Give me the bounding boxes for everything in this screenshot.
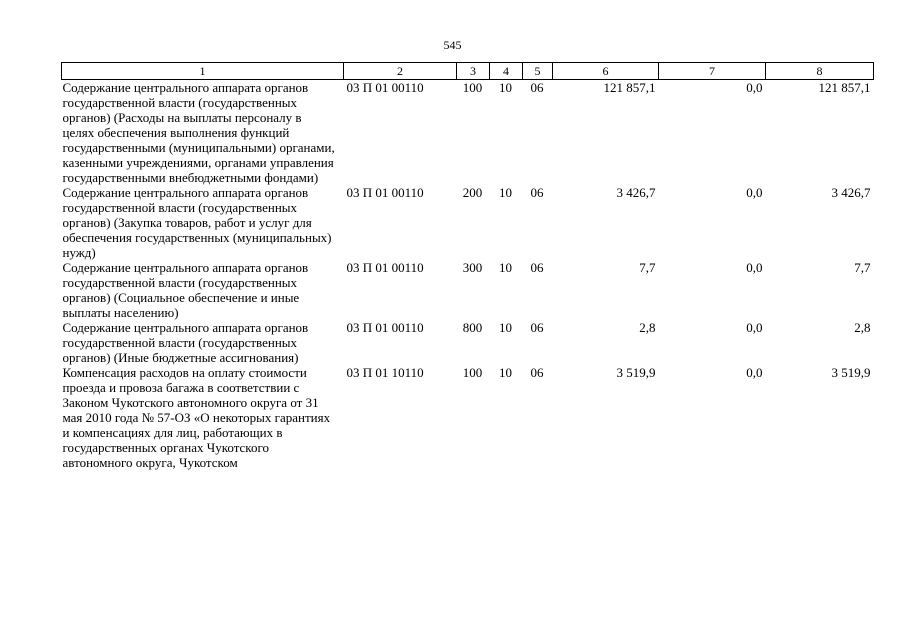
column-header: 4 [490,63,523,80]
target-article-code: 03 П 01 00110 [346,185,424,200]
amount-col8: 2,8 [854,320,871,335]
header-row [62,63,874,80]
subsection-code: 06 [530,185,544,200]
section-code: 10 [499,185,512,200]
column-header: 2 [344,63,457,80]
section-code: 10 [499,320,512,335]
expense-name: Содержание центрального аппарата органов государственной власти (государственных органов) (Социальное обеспечение и иные выплаты населению) [62,260,309,320]
target-article-code: 03 П 01 10110 [346,365,424,380]
amount-col7: 0,0 [746,365,763,380]
amount-col7: 0,0 [746,185,763,200]
amount-col6: 2,8 [639,320,656,335]
expense-name: Содержание центрального аппарата органов государственной власти (государственных органов) (Закупка товаров, работ и услуг для обеспечения государственных (муниципальных) нужд) [62,185,332,260]
amount-col6: 7,7 [639,260,656,275]
expense-type-code: 800 [462,320,483,335]
expense-name: Содержание центрального аппарата органов государственной власти (государственных органов) (Расходы на выплаты персоналу в целях обеспечения выполнения функций государственными (муниципальными) органами, казенными учреждениями, органами управления государственными внебюджетными фондами) [62,80,335,185]
section-code: 10 [499,365,512,380]
expense-type-code: 200 [462,185,483,200]
amount-col8: 7,7 [854,260,871,275]
section-code: 10 [499,80,512,95]
column-header: 5 [523,63,553,80]
expense-type-code: 300 [462,260,483,275]
amount-col7: 0,0 [746,260,763,275]
table-row [62,365,874,470]
subsection-code: 06 [530,260,544,275]
subsection-code: 06 [530,80,544,95]
amount-col8: 121 857,1 [818,80,871,95]
amount-col8: 3 519,9 [831,365,871,380]
budget-table [61,62,874,470]
target-article-code: 03 П 01 00110 [346,260,424,275]
amount-col8: 3 426,7 [831,185,871,200]
page-number: 545 [443,38,462,52]
table-row [62,320,874,365]
expense-name: Содержание центрального аппарата органов государственной власти (государственных органов) (Иные бюджетные ассигнования) [62,320,309,365]
column-header: 3 [457,63,490,80]
expense-type-code: 100 [462,80,483,95]
table-row [62,260,874,320]
expense-type-code: 100 [462,365,483,380]
expense-name: Компенсация расходов на оплату стоимости проезда и провоза багажа в соответствии с Законом Чукотского автономного округа от 31 мая 2010 года № 57-ОЗ «О некоторых гарантиях и компенсациях для лиц, работающих в государственных органах Чукотского автономного округа, Чукотском [62,365,331,470]
subsection-code: 06 [530,320,544,335]
column-header: 6 [553,63,659,80]
table-row [62,80,874,186]
column-header: 1 [62,63,344,80]
column-header: 8 [766,63,874,80]
amount-col7: 0,0 [746,320,763,335]
amount-col6: 121 857,1 [603,80,656,95]
amount-col6: 3 519,9 [616,365,656,380]
amount-col7: 0,0 [746,80,763,95]
subsection-code: 06 [530,365,544,380]
amount-col6: 3 426,7 [616,185,656,200]
table-row [62,185,874,260]
column-header: 7 [659,63,766,80]
section-code: 10 [499,260,512,275]
target-article-code: 03 П 01 00110 [346,80,424,95]
target-article-code: 03 П 01 00110 [346,320,424,335]
